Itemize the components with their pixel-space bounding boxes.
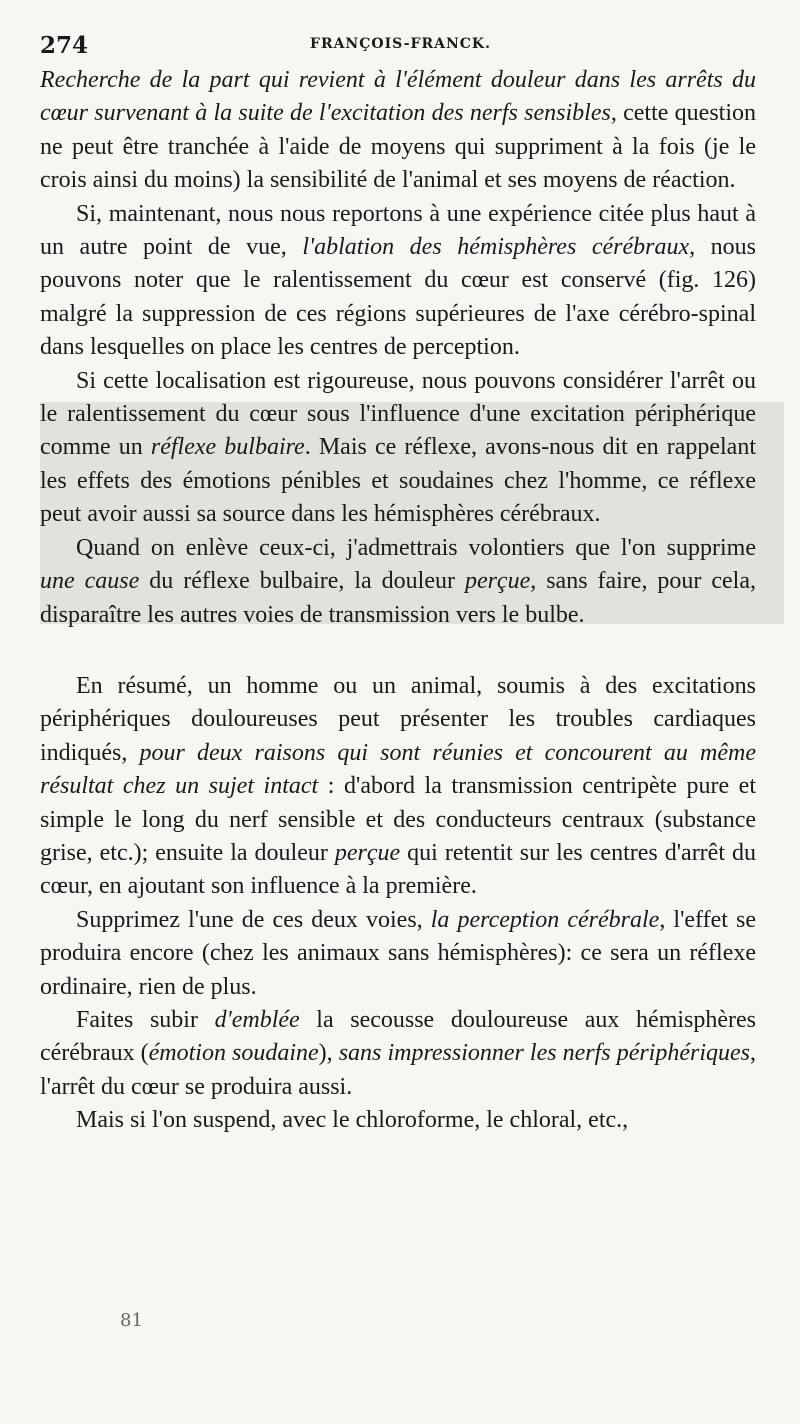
paragraph — [40, 904, 756, 1004]
text-run: , l'arrêt du cœur se produira aussi. — [40, 1040, 756, 1100]
paragraph — [40, 1004, 756, 1104]
signature-mark: 81 — [120, 1310, 143, 1331]
text-run: du réflexe bulbaire, la douleur — [139, 568, 465, 595]
text-run: ), — [318, 1040, 339, 1067]
text-run: : d'abord la transmission centripète pure et simple le long du nerf sensible et des conducteurs centraux (substance grise, etc.); ensuite la douleur — [40, 773, 756, 866]
running-title: FRANÇOIS-FRANCK. — [310, 36, 491, 52]
paragraph — [40, 64, 756, 198]
paragraph — [40, 532, 756, 632]
italic-run: sans impressionner les nerfs périphériques — [338, 1040, 750, 1067]
text-run: qui retentit sur les centres d'arrêt du cœur, en ajoutant son influence à la première. — [40, 839, 756, 900]
body-text — [40, 64, 756, 1138]
paragraph — [40, 365, 756, 532]
italic-run: perçue — [334, 839, 401, 866]
italic-run: d'emblée — [214, 1006, 300, 1033]
italic-run: l'ablation des hémisphères cérébraux — [302, 234, 690, 261]
text-run: Supprimez l'une de ces deux voies, — [76, 906, 431, 933]
italic-run: Recherche de la part qui revient à l'élément douleur dans les arrêts du cœur survenant à la suite de l'excitation des nerfs sensibles — [40, 67, 756, 127]
text-run: Si cette localisation est rigoureuse, nous pouvons considérer l'arrêt ou le ralentissement du cœur sous l'influence d'une excitation périphérique comme un — [40, 367, 756, 461]
text-run: , sans faire, pour cela, disparaître les autres voies de transmission vers le bulbe. — [40, 568, 757, 628]
italic-run: perçue — [464, 568, 531, 595]
page-number: 274 — [40, 32, 89, 59]
text-run: la secousse douloureuse aux hémisphères cérébraux ( — [40, 1006, 757, 1067]
italic-run: réflexe bulbaire — [150, 434, 305, 461]
text-run: Si, maintenant, nous nous reportons à une expérience citée plus haut à un autre point de vue, — [40, 200, 756, 261]
paragraph — [40, 1104, 756, 1137]
text-run: En résumé, un homme ou un animal, soumis à des excitations périphériques douloureuses peut présenter les troubles cardiaques indiqués, — [40, 672, 756, 766]
text-run: , nous pouvons noter que le ralentissement du cœur est conservé (fig. 126) malgré la suppression de ces régions supérieures de l'axe cérébro-spinal dans lesquelles on place les centres de perception. — [40, 234, 757, 361]
paragraph — [40, 670, 756, 904]
text-run: , cette question ne peut être tranchée à l'aide de moyens qui suppriment à la fois (je le crois ainsi du moins) la sensibilité de l'animal et ses moyens de réaction. — [40, 100, 756, 194]
italic-run: émotion soudaine — [148, 1040, 319, 1067]
text-run: Faites subir — [76, 1006, 215, 1033]
paragraph — [40, 198, 756, 365]
text-run: Mais si l'on suspend, avec le chloroforme, le chloral, etc., — [76, 1107, 629, 1134]
page-header — [40, 28, 760, 58]
italic-run: la perception cérébrale — [430, 906, 660, 933]
italic-run: pour deux raisons qui sont réunies et concourent au même résultat chez un sujet intact — [40, 739, 756, 800]
italic-run: une cause — [40, 568, 140, 595]
text-run: . Mais ce réflexe, avons-nous dit en rappelant les effets des émotions pénibles et soudaines chez l'homme, ce réflexe peut avoir aussi sa source dans les hémisphères cérébraux. — [40, 434, 757, 528]
text-run: , l'effet se produira encore (chez les animaux sans hémisphères): ce sera un réflexe ordinaire, rien de plus. — [40, 906, 756, 1000]
text-run: Quand on enlève ceux-ci, j'admettrais volontiers que l'on supprime — [76, 534, 756, 561]
